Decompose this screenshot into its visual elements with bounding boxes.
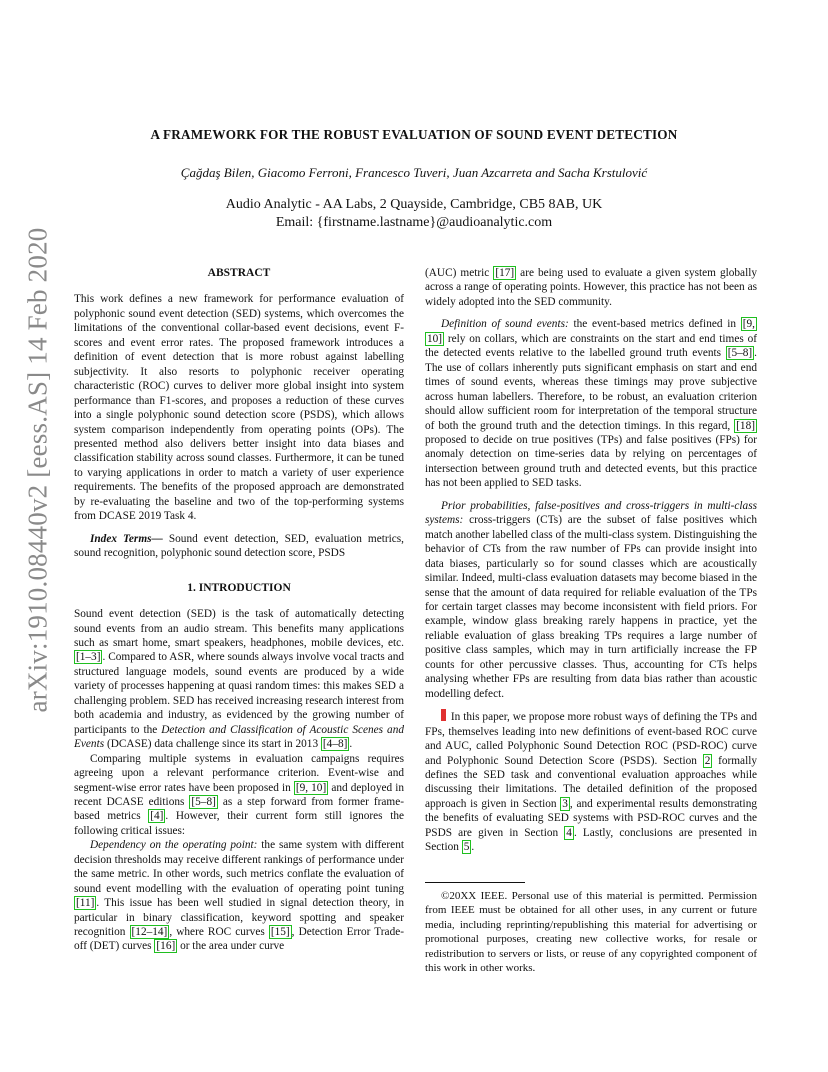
paper-title: A FRAMEWORK FOR THE ROBUST EVALUATION OF SOUND EVENT DETECTION	[150, 127, 678, 142]
citation-link[interactable]: [17]	[495, 267, 515, 279]
citation-link[interactable]: [16]	[156, 940, 176, 953]
right-paragraph-2: Definition of sound events: the event-based metrics defined in [9, 10] rely on collars, which are constraints on the start and end times of the detected events relative to the labelled ground truth events [5–8] . The use of collars inherently puts significant emphasis on start and end times of sound events, whereas these timings may prove subjective across human labellers. Therefore, to be robust, an evaluation criterion should allow sufficient room for interpretation of the temporal structure of both the ground truth and the detection timings. In this regard, [18] proposed to decide on true positives (TPs) and false positives (FPs) for anomaly detection on time-series data by relying on percentages of intersection between ground truth and detected events, but this practice has not been applied to SED tasks.	[425, 318, 757, 490]
author-list: Çağdaş Bilen, Giacomo Ferroni, Francesco Tuveri, Juan Azcarreta and Sacha Krstulović	[180, 165, 648, 180]
index-terms	[74, 532, 404, 561]
email-line: Email: {firstname.lastname}@audioanalytic.com	[275, 215, 553, 230]
abstract-text: This work defines a new framework for performance evaluation of polyphonic sound event detection (SED) systems, which overcomes the limitations of the conventional collar-based event decisions, event F-scores and event error rates. The proposed framework introduces a definition of event detection that is more robust against labelling subjectivity. It also resorts to polyphonic receiver operating characteristic (ROC) curves to deliver more global insight into system performance than F1-scores, and proposes a reduction of these curves into a single polyphonic sound detection score (PSDS), which allows system comparison independently from operating points (OPs). The presented method also delivers better insight into data biases and classification stability across sound classes. Furthermore, it can be tuned to varying applications in order to match a variety of user experience requirements. The benefits of the proposed approach are demonstrated by re-evaluating the baseline and two of the top-performing systems from DCASE 2019 Task 4.	[74, 293, 404, 523]
section-link[interactable]: 5	[463, 841, 470, 854]
citation-link[interactable]: [18]	[736, 419, 755, 432]
citation-link[interactable]: [12–14]	[131, 926, 168, 939]
footnote-rule	[425, 882, 525, 883]
citation-link[interactable]: [4–8]	[322, 738, 348, 751]
citation-link[interactable]: 10]	[427, 332, 443, 345]
index-terms-label: Index Terms—	[90, 532, 163, 545]
citation-link[interactable]: [5–8]	[191, 795, 216, 808]
index-terms-text: Sound event detection, SED, evaluation metrics, sound recognition, polyphonic sound detection score, PSDS	[74, 532, 404, 560]
left-column	[74, 266, 404, 954]
copyright-footnote: ©20XX IEEE. Personal use of this material is permitted. Permission from IEEE must be obtained for all other uses, in any current or future media, including reprinting/republishing this material for advertising or promotional purposes, creating new collective works, for resale or redistribution to servers or lists, or reuse of any copyrighted component of this work in other works.	[425, 889, 757, 975]
abstract-heading: ABSTRACT	[207, 267, 271, 279]
section-link[interactable]: 3	[562, 797, 568, 810]
arxiv-identifier: arXiv:1910.08440v2 [eess.AS] 14 Feb 2020	[22, 227, 53, 713]
affiliation: Audio Analytic - AA Labs, 2 Quayside, Cambridge, CB5 8AB, UK	[225, 197, 603, 212]
section-link[interactable]: 2	[704, 754, 711, 767]
intro-paragraph-2: Comparing multiple systems in evaluation campaigns requires agreeing upon a relevant performance criterion. Event-wise and segment-wise error rates have been proposed in [9, 10] and deployed in recent DCASE editions [5–8] as a step forward from former frame-based metrics [4] . However, their current form still ignores the following critical issues:	[74, 752, 404, 837]
right-column	[425, 266, 757, 976]
intro-heading: 1. INTRODUCTION	[187, 581, 291, 594]
link-marker	[441, 709, 446, 721]
intro-paragraph-1: Sound event detection (SED) is the task of automatically detecting sound events from an audio stream. This benefits many applications such as smart home, smart speakers, headphones, mobile devices, etc. [1–3] . Compared to ASR, where sounds always involve vocal tracts and structured language models, sound events are produced by a wide variety of processes happening at quasi random times: this makes SED a challenging problem. SED has received increasing research interest from both academia and industry, as evidenced by the growing number of participants to the Detection and Classification of Acoustic Scenes and Events (DCASE) data challenge since its start in 2013 [4–8] .	[74, 608, 404, 751]
intro-paragraph-3: Dependency on the operating point: the same system with different decision thresholds may receive different rankings of performance under the same metric. In other words, such metrics conflate the evaluation of sound event modelling with the evaluation of operating point tuning [11] . This issue has been well studied in signal detection theory, in particular in binary classification, keyword spotting and speaker recognition [12–14] , where ROC curves [15] , Detection Error Trade-off (DET) curves [16] or the area under curve	[74, 839, 404, 953]
citation-link[interactable]: [11]	[76, 897, 95, 910]
section-link[interactable]: 4	[566, 826, 572, 839]
right-paragraph-3: Prior probabilities, false-positives and cross-triggers in multi-class systems: cross-triggers (CTs) are the subset of false positives which match another labelled class of the multi-class system. Distinguishing the behavior of CTs from the raw number of FPs can provide insight into data biases, particularly so for sound classes which are acoustically similar. Indeed, multi-class evaluation datasets may become biased in the sense that the amount of data required for reliable evaluation of the TPs for certain target classes may become inconsistent with field priors. For example, window glass breaking rarely happens in practice, yet the reliable evaluation of glass breaking TPs requires a large number of positive class samples, which may in turn artificially increase the FP counts for other percussive classes. Thus, accounting for CTs helps analysing whether FPs are resulting from data bias rather than acoustic modelling defect.	[425, 499, 757, 700]
right-paragraph-4: In this paper, we propose more robust ways of defining the TPs and FPs, themselves leading into new definitions of event-based ROC curve and AUC, called Polyphonic Sound Detection ROC (PSD-ROC) curve and Polyphonic Sound Detection Score (PSDS). Section 2 formally defines the SED task and conventional evaluation approaches while discussing their limitations. The detailed definition of the proposed approach is given in Section 3 , and experimental results demonstrating the benefits of evaluating SED systems with PSD-ROC curves and the PSDS are given in Section 4 . Lastly, conclusions are presented in Section 5 .	[425, 711, 757, 854]
citation-link[interactable]: [1–3]	[76, 651, 101, 664]
citation-link[interactable]: [5–8]	[727, 347, 753, 360]
right-paragraph-1: (AUC) metric [17] are being used to evaluate a given system globally across a range of operating points. However, this practice has not been as widely adopted into the SED community.	[425, 267, 757, 308]
citation-link[interactable]: [9,	[742, 318, 755, 331]
citation-link[interactable]: [9, 10]	[295, 781, 327, 794]
citation-link[interactable]: [15]	[270, 926, 290, 939]
arxiv-side-stamp	[18, 227, 58, 713]
citation-link[interactable]: [4]	[150, 810, 164, 823]
